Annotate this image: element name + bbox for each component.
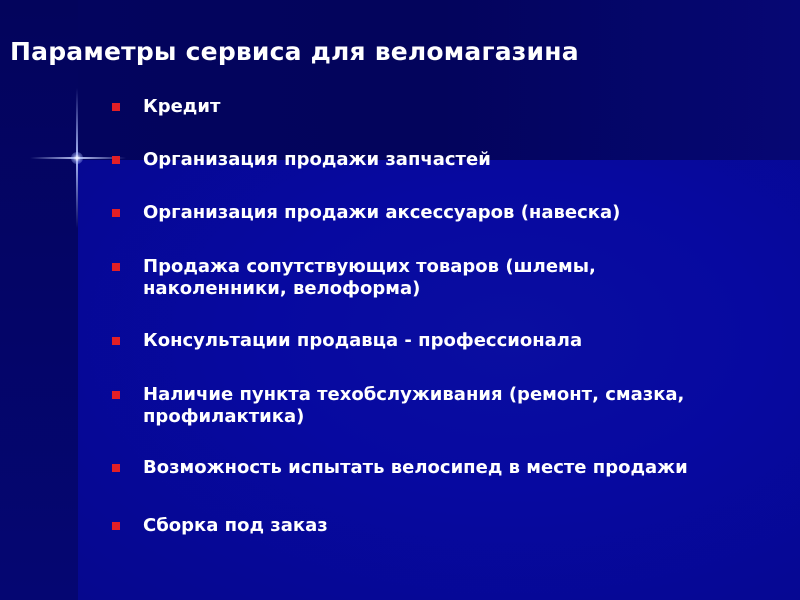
- list-item-label: Кредит: [143, 96, 221, 117]
- square-bullet-icon: [112, 464, 120, 472]
- background-left-band: [0, 0, 78, 600]
- list-item-label: Возможность испытать велосипед в месте продажи: [143, 457, 688, 478]
- list-item-label: Организация продажи аксессуаров (навеска): [143, 202, 621, 223]
- list-item-label: Консультации продавца - профессионала: [143, 330, 583, 351]
- list-item-label: Организация продажи запчастей: [143, 149, 491, 170]
- square-bullet-icon: [112, 156, 120, 164]
- list-item-label: Сборка под заказ: [143, 515, 328, 536]
- square-bullet-icon: [112, 263, 120, 271]
- sparkle-star-icon: [71, 152, 83, 164]
- square-bullet-icon: [112, 522, 120, 530]
- list-item-label: Наличие пункта техобслуживания (ремонт, смазка, профилактика): [143, 384, 685, 427]
- slide-title: Параметры сервиса для веломагазина: [10, 37, 579, 66]
- square-bullet-icon: [112, 391, 120, 399]
- list-item-label: Продажа сопутствующих товаров (шлемы, наколенники, велоформа): [143, 256, 596, 299]
- square-bullet-icon: [112, 337, 120, 345]
- square-bullet-icon: [112, 209, 120, 217]
- background-top-band: [0, 0, 800, 160]
- square-bullet-icon: [112, 103, 120, 111]
